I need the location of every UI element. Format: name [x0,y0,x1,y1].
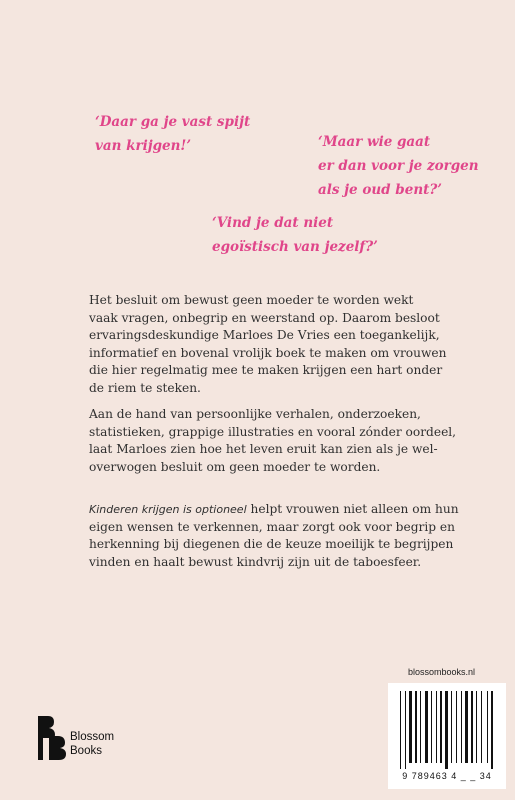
quote-zorgen [318,130,479,202]
quote-line: ‘Vind je dat niet [212,215,334,231]
text-line: statistieken, grappige illustraties en vooral zónder oordeel, [89,424,457,439]
quote-egoistisch [212,211,378,259]
book-title-inline: Kinderen krijgen is optioneel [89,503,247,516]
barcode-icon [400,691,494,769]
quote-line: ‘Maar wie gaat [318,134,431,150]
text-line: vinden en haalt bewust kindvrij zijn uit de taboesfeer. [89,554,422,569]
quote-line: er dan voor je zorgen [318,158,479,174]
quote-spijt [95,110,250,158]
blurb-paragraph-2 [89,406,457,476]
barcode-panel [388,683,506,789]
text-line: vaak vragen, onbegrip en weerstand op. Daarom besloot [89,310,440,325]
text-line: laat Marloes zien hoe het leven eruit kan zien als je wel- [89,442,438,457]
isbn-number: 9 789463 4 _ _ 34 [402,771,492,781]
text-line: Aan de hand van persoonlijke verhalen, onderzoeken, [89,407,421,421]
blurb-paragraph-3 [89,501,459,571]
publisher-logo [38,716,158,766]
quote-line: egoïstisch van jezelf?’ [212,239,378,255]
text-line: Het besluit om bewust geen moeder te worden wekt [89,293,414,307]
text-line [89,501,459,519]
quote-line: ‘Daar ga je vast spijt [95,114,251,130]
quote-line: van krijgen!’ [95,138,192,154]
publisher-name [70,730,114,758]
text-line: herkenning bij diegenen die de keuze moeilijk te begrijpen [89,537,454,552]
blossom-books-logo-icon [38,716,66,760]
text-line: die hier regelmatig mee te maken krijgen een hart onder [89,363,443,378]
blurb-paragraph-1 [89,292,447,398]
publisher-name-line: Books [70,745,102,757]
text-line-rest: helpt vrouwen niet alleen om hun [246,502,459,516]
quote-line: als je oud bent?’ [318,182,442,198]
text-line: de riem te steken. [89,380,201,395]
publisher-website: blossombooks.nl [408,667,476,677]
text-line: ervaringsdeskundige Marloes De Vries een toegankelijk, [89,328,440,343]
text-line: eigen wensen te verkennen, maar zorgt ook voor begrip en [89,519,455,534]
text-line: informatief en bovenal vrolijk boek te maken om vrouwen [89,345,447,360]
text-line: overwogen besluit om geen moeder te worden. [89,459,381,474]
publisher-name-line: Blossom [70,731,115,743]
